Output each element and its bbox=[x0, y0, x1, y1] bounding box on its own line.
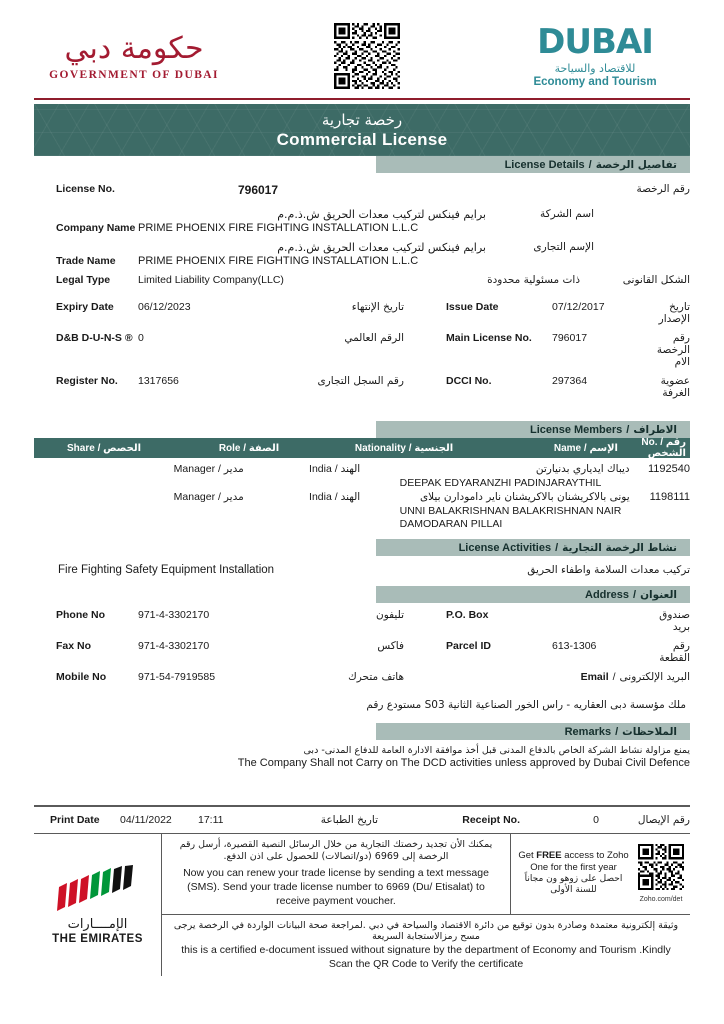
license-no-label-ar: رقم الرخصة bbox=[636, 183, 690, 195]
remarks-arabic: يمنع مزاولة نشاط الشركة الخاص بالدفاع المدنى قبل أخذ موافقة الادارة العامة للدفاع المدنى- دبى bbox=[303, 745, 690, 757]
zoho-promo-english bbox=[514, 850, 633, 874]
document-header-logos bbox=[0, 0, 724, 96]
title-arabic: رخصة تجارية bbox=[321, 110, 403, 129]
section-license-details-en: License Details bbox=[504, 158, 585, 171]
col-role-sep: / bbox=[243, 442, 247, 454]
company-name-label-ar: اسم الشركة bbox=[540, 208, 594, 220]
trade-name-value-ar: برايم فينكس لتركيب معدات الحريق ش.ذ.م.م bbox=[277, 241, 486, 254]
company-name-label-en: Company Name bbox=[56, 222, 136, 234]
register-no-label-ar: رقم السجل التجارى bbox=[317, 375, 404, 387]
cell-nationality: India / الهند bbox=[309, 463, 361, 475]
col-header-role bbox=[174, 443, 324, 454]
col-nat-ar: الجنسية bbox=[414, 442, 454, 454]
legal-type-label-ar: الشكل القانونى bbox=[622, 274, 690, 286]
activity-english: Fire Fighting Safety Equipment Installation bbox=[58, 564, 275, 577]
phone-value: 971-4-3302170 bbox=[138, 609, 210, 622]
col-header-no bbox=[628, 437, 690, 459]
cell-nationality: India / الهند bbox=[309, 491, 361, 504]
phone-label-en: Phone No bbox=[56, 609, 105, 622]
section-sep-address: / bbox=[633, 588, 637, 601]
legal-type-label-en: Legal Type bbox=[56, 274, 111, 286]
row-mobile-email bbox=[34, 671, 690, 691]
row-legal-type bbox=[34, 274, 690, 294]
cell-nat-en: India bbox=[309, 463, 332, 475]
cell-nat-en: India bbox=[309, 491, 332, 504]
activity-arabic: تركيب معدات السلامة واطفاء الحريق bbox=[527, 564, 690, 577]
license-no-value: 796017 bbox=[237, 183, 279, 197]
certification-arabic: وثيقة إلكترونية معتمدة وصادرة بدون توقيع من دائرة الاقتصاد والسياحة في دبي .لمراجعة صحة البيانات الواردة في الرخصة يرجى مسح رمزالاستجابة السريعة bbox=[173, 919, 679, 942]
section-header-remarks bbox=[34, 723, 690, 740]
cell-name-ar: يونى بالاكريشنان بالاكريشنان ناير دامودارن بيلاى bbox=[419, 491, 630, 504]
mobile-value: 971-54-7919585 bbox=[138, 671, 216, 684]
row-duns-mainlicense bbox=[34, 332, 690, 368]
gov-logo-english: GOVERNMENT OF DUBAI bbox=[49, 68, 219, 81]
cell-nat-ar: الهند bbox=[340, 463, 361, 475]
pobox-label-ar: صندوق بريد bbox=[659, 609, 690, 634]
license-members-table bbox=[34, 438, 690, 531]
col-name-en: Name bbox=[553, 442, 582, 454]
section-sep: / bbox=[588, 158, 592, 171]
company-name-value-en: PRIME PHOENIX FIRE FIGHTING INSTALLATION L.L.C bbox=[138, 222, 419, 234]
dubai-logo-arabic: للاقتصاد والسياحة bbox=[554, 61, 636, 75]
print-date-label-ar: تاريخ الطباعة bbox=[320, 813, 378, 826]
expiry-date-label-ar: تاريخ الإنتهاء bbox=[351, 301, 404, 313]
trade-name-label-en: Trade Name bbox=[56, 255, 116, 267]
sms-renewal-notice bbox=[162, 834, 510, 914]
cell-name-ar: ديباك ايدياري بدنيارتن bbox=[535, 463, 630, 475]
col-role-ar: الصفة bbox=[248, 442, 280, 454]
cell-nat-ar: الهند bbox=[340, 491, 361, 504]
cell-person-no: 1198111 bbox=[649, 491, 690, 504]
table-row bbox=[34, 458, 690, 490]
row-company-name bbox=[34, 208, 690, 234]
section-address-ar: العنوان bbox=[640, 588, 677, 601]
license-no-label-en: License No. bbox=[56, 183, 115, 195]
gov-logo-arabic: حكومة دبي bbox=[64, 30, 204, 66]
remarks-english: The Company Shall not Carry on The DCD activities unless approved by Dubai Civil Defence bbox=[237, 757, 690, 770]
address-line-arabic: ملك مؤسسة دبى العقاريه - راس الخور الصناعية الثانية S03 مستودع رقم bbox=[366, 699, 686, 712]
uae-flag-strokes-icon bbox=[55, 865, 141, 913]
col-share-ar: الحصص bbox=[103, 442, 142, 454]
email-label-ar: البريد الإلكترونى bbox=[619, 671, 690, 684]
col-share-sep: / bbox=[97, 442, 101, 454]
zoho-qr-wrapper[interactable] bbox=[636, 844, 690, 903]
section-sep-remarks: / bbox=[615, 725, 619, 738]
sms-notice-arabic: يمكنك الأن تجديد رخصتك التجارية من خلال الرسائل النصية القصيرة، أرسل رقم الرخصة إلى 6969 (دو/اتصالات) للحصول على اذن الدفع. bbox=[179, 838, 493, 863]
mobile-label-ar: هاتف متحرك bbox=[348, 671, 404, 684]
certification-notice bbox=[162, 915, 690, 976]
section-header-license-activities bbox=[34, 539, 690, 556]
zoho-promo-arabic: احصل على زوهو ون مجاناً للسنة الأولى bbox=[524, 874, 623, 896]
receipt-no-label-ar: رقم الإيصال bbox=[637, 813, 690, 826]
section-license-members-en: License Members bbox=[529, 423, 623, 436]
document-title-banner bbox=[34, 104, 690, 156]
row-license-no bbox=[34, 183, 690, 203]
zoho-en-1: Get bbox=[518, 850, 537, 862]
cell-name-en: UNNI BALAKRISHNAN BALAKRISHNAN NAIR DAMODARAN PILLAI bbox=[399, 505, 622, 531]
print-date-value: 04/11/2022 bbox=[120, 813, 172, 826]
receipt-no-label-en: Receipt No. bbox=[462, 813, 520, 826]
emirates-logo-english: THE EMIRATES bbox=[52, 932, 143, 945]
cell-role-en: Manager bbox=[173, 491, 216, 504]
section-activities-ar: نشاط الرخصة التجارية bbox=[562, 541, 677, 554]
section-license-members-ar: الاطراف bbox=[633, 423, 677, 436]
section-header-license-details bbox=[34, 156, 690, 173]
col-role-en: Role bbox=[218, 442, 241, 454]
duns-label-ar: الرقم العالمي bbox=[344, 332, 404, 344]
members-table-header bbox=[34, 438, 690, 458]
address-body bbox=[34, 603, 690, 711]
row-phone-pobox bbox=[34, 609, 690, 633]
cell-name bbox=[400, 491, 640, 531]
table-row bbox=[34, 486, 690, 531]
dubai-wordmark: DUBAI bbox=[537, 21, 653, 62]
expiry-date-value: 06/12/2023 bbox=[138, 301, 191, 313]
expiry-date-label-en: Expiry Date bbox=[56, 301, 114, 313]
email-sep: / bbox=[612, 671, 616, 684]
col-header-nationality bbox=[324, 443, 484, 454]
col-no-en: No. bbox=[641, 437, 658, 448]
print-date-label-en: Print Date bbox=[50, 813, 100, 826]
dcci-no-label-ar: عضوية الغرفة bbox=[660, 375, 690, 399]
zoho-en-2: access to Zoho One for the first year bbox=[530, 850, 629, 874]
trade-name-label-ar: الإسم التجارى bbox=[533, 241, 594, 253]
cell-share bbox=[34, 491, 148, 531]
col-no-sep: / bbox=[660, 437, 664, 448]
cell-name-en: DEEPAK EDYARANZHI PADINJARAYTHIL bbox=[399, 477, 602, 489]
section-remarks-ar: الملاحظات bbox=[622, 725, 677, 738]
cell-role: Manager / مدير bbox=[173, 463, 244, 475]
section-activities-en: License Activities bbox=[458, 541, 552, 554]
col-no-ar: رقم الشخص bbox=[647, 437, 686, 459]
cell-name bbox=[400, 463, 640, 490]
verification-qr-code bbox=[334, 23, 400, 89]
main-license-no-label-en: Main License No. bbox=[446, 332, 532, 344]
footer-sms-row bbox=[162, 834, 690, 915]
cell-role: Manager / مدير bbox=[173, 491, 244, 504]
section-license-details-ar: تفاصيل الرخصة bbox=[595, 158, 677, 171]
dcci-no-label-en: DCCI No. bbox=[446, 375, 492, 387]
fax-label-en: Fax No bbox=[56, 640, 92, 653]
print-time-value: 17:11 bbox=[198, 813, 224, 826]
duns-label-en: D&B D-U-N-S ® bbox=[56, 332, 133, 344]
section-header-license-members bbox=[34, 421, 690, 438]
duns-value: 0 bbox=[138, 332, 144, 344]
section-header-address bbox=[34, 586, 690, 603]
cell-role-en: Manager bbox=[173, 463, 216, 475]
fax-label-ar: فاكس bbox=[377, 640, 404, 653]
footer-main-block bbox=[34, 833, 690, 976]
sms-notice-english: Now you can renew your trade license by sending a text message (SMS). Send your trade license number to 6969 (Du/ Etisalat) to receive payment voucher. bbox=[183, 867, 489, 908]
row-fax-parcel bbox=[34, 640, 690, 664]
dubai-logo-english: Economy and Tourism bbox=[533, 75, 657, 88]
company-name-value-ar: برايم فينكس لتركيب معدات الحريق ش.ذ.م.م bbox=[277, 208, 486, 221]
register-no-label-en: Register No. bbox=[56, 375, 118, 387]
parcel-id-value: 613-1306 bbox=[552, 640, 597, 653]
parcel-id-label-en: Parcel ID bbox=[446, 640, 491, 653]
receipt-no-value: 0 bbox=[593, 813, 599, 826]
cell-person-no: 1192540 bbox=[647, 463, 690, 475]
col-header-name bbox=[484, 443, 628, 454]
col-name-ar: الإسم bbox=[589, 442, 618, 454]
document-footer bbox=[0, 805, 724, 976]
main-license-no-value: 796017 bbox=[552, 332, 588, 344]
row-trade-name bbox=[34, 241, 690, 267]
issue-date-value: 07/12/2017 bbox=[552, 301, 605, 313]
col-share-en: Share bbox=[66, 442, 95, 454]
title-english: Commercial License bbox=[276, 129, 448, 149]
col-nat-sep: / bbox=[408, 442, 412, 454]
footer-print-receipt-row bbox=[34, 807, 690, 833]
row-register-dcci bbox=[34, 375, 690, 399]
footer-right-column bbox=[162, 834, 690, 976]
zoho-en-bold: FREE bbox=[536, 850, 562, 862]
zoho-qr-code[interactable] bbox=[638, 844, 684, 890]
parcel-id-label-ar: رقم القطعة bbox=[659, 640, 690, 665]
legal-type-value-en: Limited Liability Company(LLC) bbox=[138, 274, 284, 286]
section-sep-activities: / bbox=[555, 541, 559, 554]
fax-value: 971-4-3302170 bbox=[138, 640, 210, 653]
remarks-body bbox=[34, 740, 690, 769]
legal-type-value-ar: ذات مسئولية محدودة bbox=[487, 274, 580, 286]
cell-role-ar: مدير bbox=[223, 491, 244, 504]
cell-role-ar: مدير bbox=[223, 463, 244, 475]
dcci-no-value: 297364 bbox=[552, 375, 588, 387]
zoho-promo-text bbox=[511, 850, 636, 896]
section-sep-members: / bbox=[626, 423, 630, 436]
main-license-no-label-ar: رقم الرخصة الام bbox=[656, 332, 690, 368]
mobile-label-en: Mobile No bbox=[56, 671, 107, 684]
cell-share bbox=[34, 463, 148, 490]
emirates-logo-arabic: الإمــــارات bbox=[67, 916, 128, 932]
section-address-en: Address bbox=[585, 588, 630, 601]
email-label-en: Email bbox=[580, 671, 609, 684]
government-of-dubai-logo bbox=[34, 32, 234, 81]
phone-label-ar: تليفون bbox=[375, 609, 404, 622]
zoho-link-text[interactable]: Zoho.com/det bbox=[639, 896, 683, 904]
col-nat-en: Nationality bbox=[354, 442, 406, 454]
issue-date-label-en: Issue Date bbox=[446, 301, 499, 313]
certification-english: this is a certified e-document issued without signature by the department of Economy and Tourism .Kindly Scan the QR Code to Verify the certificate bbox=[181, 943, 671, 970]
pobox-label-en: P.O. Box bbox=[446, 609, 489, 622]
header-divider bbox=[34, 98, 690, 100]
dubai-economy-tourism-logo bbox=[500, 21, 690, 88]
row-expiry-issue bbox=[34, 301, 690, 325]
register-no-value: 1317656 bbox=[138, 375, 179, 387]
col-name-sep: / bbox=[583, 442, 587, 454]
col-header-share bbox=[34, 443, 174, 454]
uae-spirit-of-union-logo bbox=[34, 834, 162, 976]
license-activities-body bbox=[34, 556, 690, 576]
section-remarks-en: Remarks bbox=[564, 725, 612, 738]
trade-name-value-en: PRIME PHOENIX FIRE FIGHTING INSTALLATION L.L.C bbox=[138, 255, 419, 267]
license-details-body bbox=[34, 173, 690, 399]
issue-date-label-ar: تاريخ الإصدار bbox=[658, 301, 690, 325]
zoho-promo-block[interactable] bbox=[510, 834, 690, 914]
